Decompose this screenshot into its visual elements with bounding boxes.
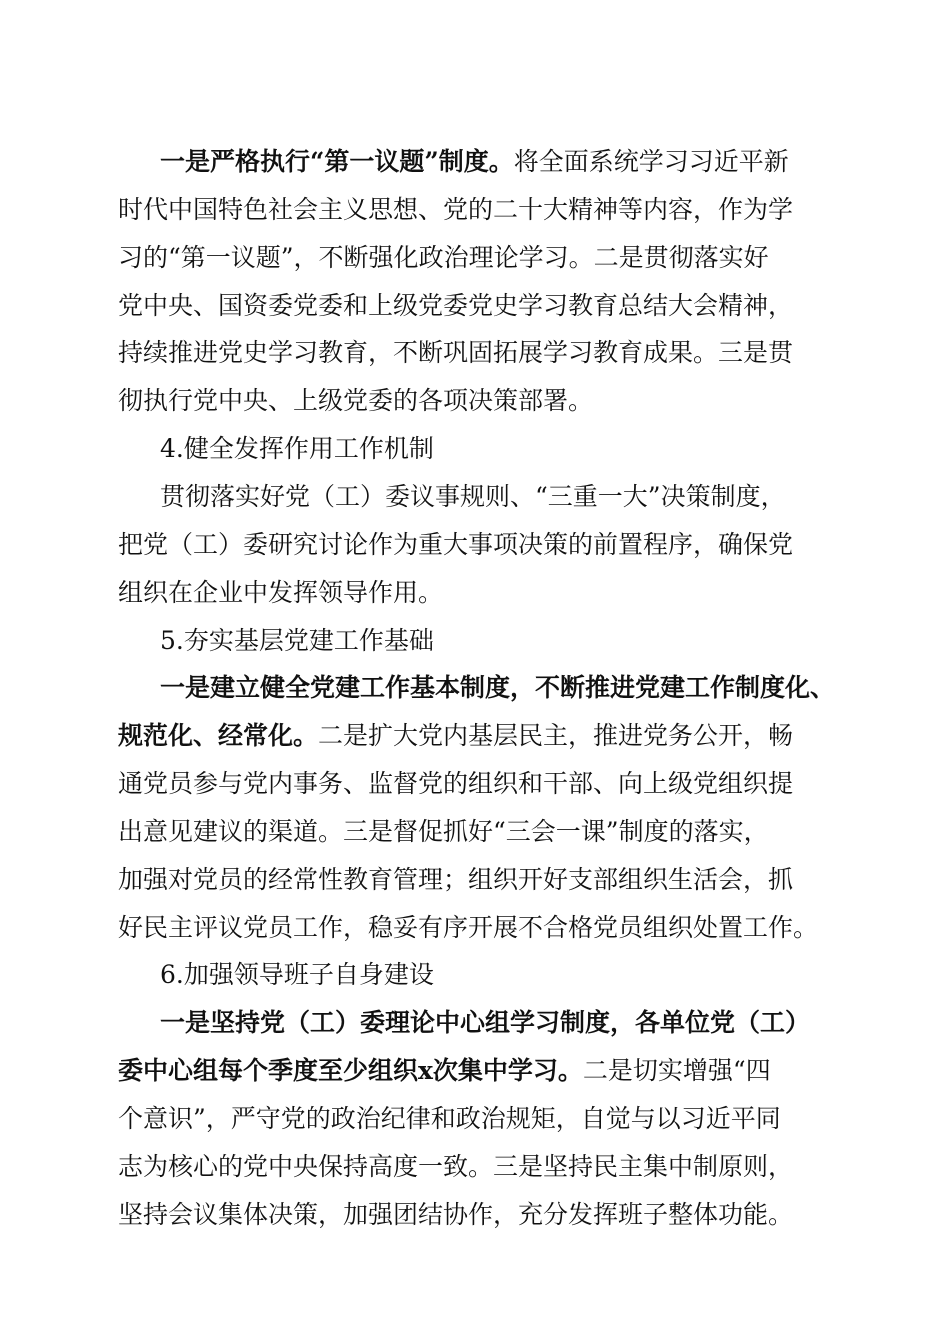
paragraph-2-line-3: 组织在企业中发挥领导作用。 <box>118 578 444 607</box>
body-text: 二是扩大党内基层民主，推进党务公开，畅 <box>318 721 794 750</box>
paragraph-1-line-1 <box>160 146 789 178</box>
section-heading-4: 4.健全发挥作用工作机制 <box>160 434 434 463</box>
section-heading-6: 6.加强领导班子自身建设 <box>160 960 434 989</box>
paragraph-4-line-4: 志为核心的党中央保持高度一致。三是坚持民主集中制原则， <box>118 1152 794 1181</box>
paragraph-3-line-3: 通党员参与党内事务、监督党的组织和干部、向上级党组织提 <box>118 769 794 798</box>
paragraph-3-line-5: 加强对党员的经常性教育管理；组织开好支部组织生活会，抓 <box>118 865 794 894</box>
bold-lead: 委中心组每个季度至少组织x次集中学习。 <box>118 1056 583 1085</box>
paragraph-4-line-5: 坚持会议集体决策，加强团结协作，充分发挥班子整体功能。 <box>118 1200 794 1229</box>
bold-lead: 规范化、经常化。 <box>118 721 319 750</box>
paragraph-2-line-2: 把党（工）委研究讨论作为重大事项决策的前置程序，确保党 <box>118 530 794 559</box>
paragraph-4-line-1 <box>160 1007 810 1039</box>
body-text: 将全面系统学习习近平新 <box>513 147 789 176</box>
paragraph-3-line-1 <box>160 672 835 704</box>
bold-lead: 一是建立健全党建工作基本制度，不断推进党建工作制度化、 <box>160 673 836 702</box>
paragraph-1-line-3: 习的“第一议题”，不断强化政治理论学习。二是贯彻落实好 <box>118 243 769 272</box>
body-text: 二是切实增强“四 <box>582 1056 771 1085</box>
paragraph-1-line-6: 彻执行党中央、上级党委的各项决策部署。 <box>118 386 594 415</box>
paragraph-3-line-4: 出意见建议的渠道。三是督促抓好“三会一课”制度的落实， <box>118 817 769 846</box>
paragraph-1-line-5: 持续推进党史学习教育，不断巩固拓展学习教育成果。三是贯 <box>118 338 794 367</box>
bold-lead: 一是严格执行“第一议题”制度。 <box>160 147 514 176</box>
paragraph-4-line-2 <box>118 1055 771 1087</box>
bold-lead: 一是坚持党（工）委理论中心组学习制度，各单位党（工） <box>160 1008 811 1037</box>
paragraph-1-line-2: 时代中国特色社会主义思想、党的二十大精神等内容，作为学 <box>118 195 794 224</box>
paragraph-3-line-2 <box>118 720 793 752</box>
section-heading-5: 5.夯实基层党建工作基础 <box>160 626 434 655</box>
paragraph-3-line-6: 好民主评议党员工作，稳妥有序开展不合格党员组织处置工作。 <box>118 913 819 942</box>
paragraph-4-line-3: 个意识”，严守党的政治纪律和政治规矩，自觉与以习近平同 <box>118 1104 781 1133</box>
paragraph-1-line-4: 党中央、国资委党委和上级党委党史学习教育总结大会精神， <box>118 291 794 320</box>
paragraph-2-line-1: 贯彻落实好党（工）委议事规则、“三重一大”决策制度， <box>160 482 786 511</box>
